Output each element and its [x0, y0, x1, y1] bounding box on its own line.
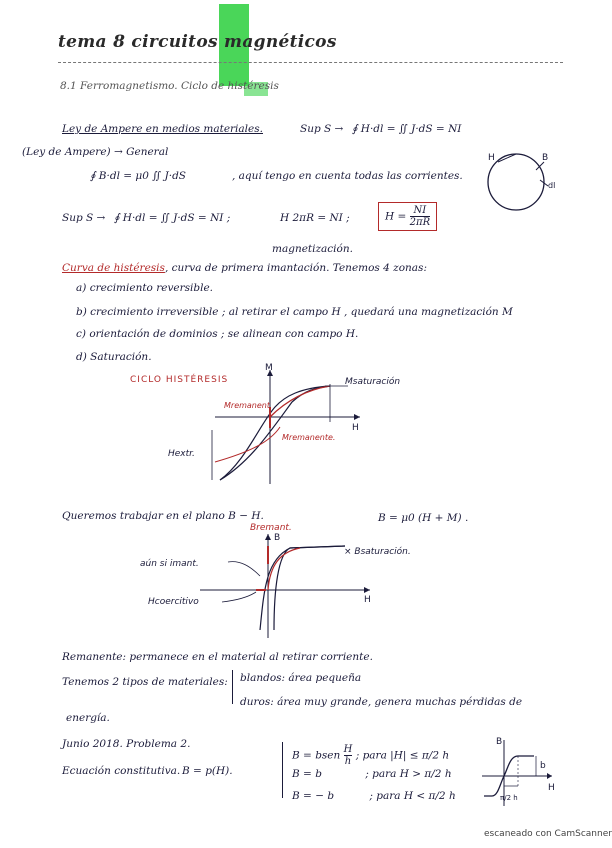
footer-scanner: escaneado con CamScanner	[484, 829, 612, 839]
problema-ecuacion: Ecuación constitutiva.	[62, 765, 181, 777]
remanente-text: Remanente: permanece en el material al retirar corriente.	[62, 651, 373, 663]
sup-s-label: Sup S →	[300, 123, 344, 135]
case-3-cond: ; para H < π/2 h	[369, 790, 456, 802]
fig1-title: CICLO HISTÉRESIS	[130, 375, 229, 385]
boxed-lhs: H =	[385, 210, 407, 223]
curva-heading-line	[62, 262, 427, 274]
boxed-denominator: 2πR	[409, 217, 431, 228]
fig1-msat: Msaturación	[345, 377, 401, 387]
materiales-duros: duros: área muy grande, genera muchas pérdidas de	[240, 696, 523, 708]
circle-dl-label: dl	[548, 181, 556, 190]
circle-B-label: B	[542, 153, 549, 163]
fig2-bsat: × Bsaturación.	[344, 547, 411, 557]
case-2-cond: ; para H > π/2 h	[365, 768, 452, 780]
fig2-bremant: Bremant.	[250, 523, 292, 533]
case-1-cond: ; para |H| ≤ π/2 h	[355, 749, 450, 762]
case-row-1	[292, 744, 449, 767]
case-1-num: H	[343, 744, 353, 755]
curva-heading-rest: , curva de primera imantación. Tenemos 4 zonas:	[164, 262, 427, 274]
page-title: tema 8 circuitos magnéticos	[58, 32, 337, 52]
problema-eq: B = p(H).	[182, 765, 233, 777]
curva-heading: Curva de histéresis	[62, 262, 165, 274]
cases-brace	[282, 742, 283, 798]
graph-axis-x: H	[548, 783, 555, 793]
curva-item-d: d) Saturación.	[76, 351, 152, 363]
fig2-axis-y: B	[274, 533, 281, 543]
case-3-lhs: B = − b	[292, 790, 335, 802]
materiales-blandos: blandos: área pequeña	[240, 672, 362, 684]
magnetizacion-label: magnetización.	[272, 243, 353, 255]
boxed-fraction	[410, 205, 430, 228]
ampere-equation-3: H 2πR = NI ;	[280, 212, 350, 224]
ampere-general-equation: ∮ B·dl = μ0 ∬ J·dS	[90, 170, 186, 182]
ampere-general-label: (Ley de Ampere) → General	[22, 146, 169, 158]
plano-equation: B = μ0 (H + M) .	[378, 512, 469, 524]
ampere-general-note: , aquí tengo en cuenta todas las corrientes.	[232, 170, 463, 182]
ampere-loop-equation: ∮ H·dl = ∬ J·dS = NI	[352, 123, 462, 135]
fig1-mremanente: Mremanente.	[282, 433, 336, 442]
fig2-axis-x: H	[364, 595, 371, 605]
case-1-den: h	[344, 756, 352, 767]
fig1-axis-y: M	[265, 363, 273, 373]
graph-pi-label: π/2 h	[500, 794, 518, 802]
graph-b-label: b	[540, 761, 546, 771]
hysteresis-b-h-figure	[140, 520, 470, 645]
graph-axis-y: B	[496, 737, 503, 747]
fig2-annotation: aún si imant.	[140, 559, 199, 569]
case-2-lhs: B = b	[292, 768, 322, 780]
curva-item-a: a) crecimiento reversible.	[76, 282, 213, 294]
problema-heading: Junio 2018. Problema 2.	[62, 738, 191, 750]
ampere-heading: Ley de Ampere en medios materiales.	[62, 123, 263, 135]
fig1-axis-x: H	[352, 423, 359, 433]
title-divider	[58, 62, 563, 63]
materiales-energia: energía.	[66, 712, 110, 724]
fig1-mremanent: Mremanent	[224, 401, 271, 410]
constitutive-graph	[478, 734, 558, 814]
circle-loop-diagram	[478, 140, 558, 220]
circle-H-label: H	[488, 153, 495, 163]
materiales-brace	[232, 670, 233, 704]
case-row-2	[292, 768, 452, 780]
fig2-hcoercitivo: Hcoercitivo	[148, 597, 199, 607]
case-row-3	[292, 790, 456, 802]
case-1-lhs: B = bsen	[292, 749, 341, 762]
hysteresis-m-h-figure	[120, 362, 420, 487]
plano-text: Queremos trabajar en el plano B − H.	[62, 510, 264, 522]
case-1-fraction	[344, 744, 353, 767]
fig1-hextr: Hextr.	[168, 449, 195, 459]
curva-item-c: c) orientación de dominios ; se alinean con campo H.	[76, 328, 359, 340]
materiales-lead: Tenemos 2 tipos de materiales:	[62, 676, 228, 688]
sup-s-label-2: Sup S →	[62, 212, 106, 224]
section-subtitle: 8.1 Ferromagnetismo. Ciclo de histéresis	[60, 80, 279, 92]
boxed-numerator: NI	[410, 205, 430, 217]
curva-item-b: b) crecimiento irreversible ; al retirar el campo H , quedará una magnetización M	[76, 306, 513, 318]
ampere-equation-2: ∮ H·dl = ∬ J·dS = NI ;	[114, 212, 231, 224]
boxed-result	[378, 202, 437, 231]
